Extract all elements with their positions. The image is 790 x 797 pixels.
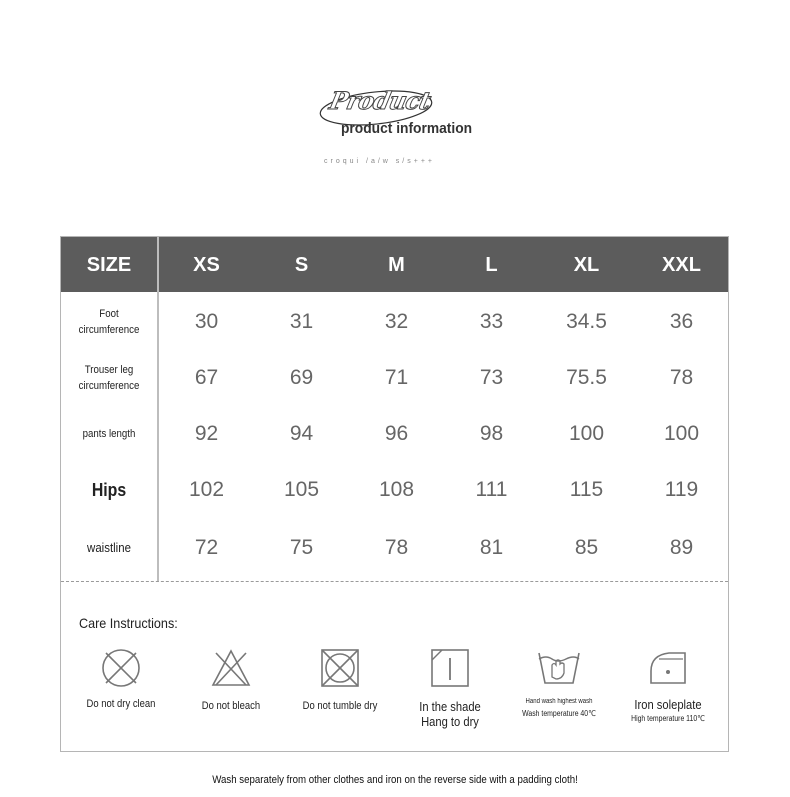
table-cell: 92: [194, 422, 219, 445]
size-header-xxl: XXL: [662, 254, 701, 276]
table-cell: 36: [669, 310, 694, 333]
table-row: [61, 520, 728, 576]
table-cell: 89: [669, 536, 694, 559]
care-label-line: Hand wash highest wash: [525, 698, 593, 705]
row-label-hips: Hips: [91, 480, 127, 500]
table-cell: 111: [475, 478, 508, 501]
table-cell: 78: [669, 366, 694, 389]
care-item-do-not-dry-clean: [66, 647, 176, 712]
care-item-do-not-tumble-dry: [285, 647, 395, 714]
table-cell: 105: [283, 478, 320, 501]
footer-wash-note: Wash separately from other clothes and iron on the reverse side with a padding cloth!: [212, 774, 578, 786]
hand-wash-icon: [536, 647, 582, 689]
do-not-dry-clean-icon: [100, 647, 142, 689]
care-item-hand-wash: [504, 647, 614, 721]
care-label: Do not tumble dry: [302, 700, 378, 712]
care-item-do-not-bleach: [176, 647, 286, 714]
table-row: [61, 406, 728, 462]
table-cell: 100: [568, 422, 605, 445]
size-header-l: L: [485, 254, 498, 276]
table-cell: 85: [574, 536, 599, 559]
size-header-xs: XS: [193, 254, 220, 276]
care-item-iron: [613, 647, 723, 726]
table-cell: 33: [479, 310, 504, 333]
care-label: [403, 699, 498, 729]
table-row: [61, 294, 728, 350]
table-cell: 100: [663, 422, 700, 445]
row-label-line: Foot: [99, 308, 119, 320]
table-cell: 75: [289, 536, 314, 559]
table-row: [61, 350, 728, 406]
row-label-pants-length: pants length: [82, 428, 136, 440]
row-label-line: circumference: [78, 380, 140, 392]
table-cell: 102: [188, 478, 225, 501]
table-cell: 67: [194, 366, 219, 389]
table-cell: 30: [194, 310, 219, 333]
size-column-header: SIZE: [86, 254, 132, 276]
care-label: Do not bleach: [201, 700, 261, 712]
table-cell: 34.5: [566, 310, 607, 333]
table-cell: 72: [194, 536, 219, 559]
table-cell: 108: [378, 478, 415, 501]
do-not-tumble-dry-icon: [319, 647, 361, 689]
care-label: [512, 697, 607, 721]
table-header-row: [61, 237, 728, 292]
table-cell: 71: [384, 366, 409, 389]
care-label: Do not dry clean: [86, 698, 156, 710]
care-label-line: Wash temperature 40℃: [522, 709, 596, 718]
table-row: [61, 462, 728, 518]
tagline: croqui /a/w s/s+++: [324, 158, 436, 165]
table-cell: 98: [479, 422, 504, 445]
row-label-line: circumference: [78, 324, 140, 336]
size-header-s: S: [294, 254, 309, 276]
row-label-line: Trouser leg: [84, 364, 134, 376]
row-label-trouser-leg-circumference: [67, 350, 151, 406]
brand-logo: [318, 84, 488, 144]
iron-icon: [647, 647, 689, 689]
dashed-divider: [61, 581, 728, 582]
dry-in-shade-icon: [429, 647, 471, 689]
size-chart-table: [60, 236, 729, 752]
size-header-m: M: [388, 254, 405, 276]
table-cell: 96: [384, 422, 409, 445]
care-label-line: Hang to dry: [421, 714, 479, 729]
care-label: [621, 697, 716, 726]
logo-subtitle: product information: [341, 120, 473, 137]
table-cell: 69: [289, 366, 314, 389]
care-label-line: Iron soleplate: [634, 697, 702, 712]
table-cell: 115: [569, 478, 604, 501]
table-cell: 94: [289, 422, 314, 445]
logo-script-text: Product: [326, 86, 433, 115]
care-item-dry-in-shade: [395, 647, 505, 729]
care-label-line: In the shade: [419, 699, 481, 714]
row-label-waistline: waistline: [87, 540, 131, 555]
table-cell: 32: [384, 310, 409, 333]
table-cell: 73: [479, 366, 504, 389]
table-cell: 78: [384, 536, 409, 559]
do-not-bleach-icon: [210, 647, 252, 689]
table-cell: 75.5: [566, 366, 607, 389]
table-cell: 119: [664, 478, 699, 501]
size-header-xl: XL: [573, 254, 600, 276]
table-cell: 81: [479, 536, 504, 559]
care-instructions-title: Care Instructions:: [79, 615, 178, 631]
care-label-line: High temperature 110℃: [631, 714, 705, 723]
row-label-foot-circumference: [67, 294, 151, 350]
table-cell: 31: [289, 310, 314, 333]
